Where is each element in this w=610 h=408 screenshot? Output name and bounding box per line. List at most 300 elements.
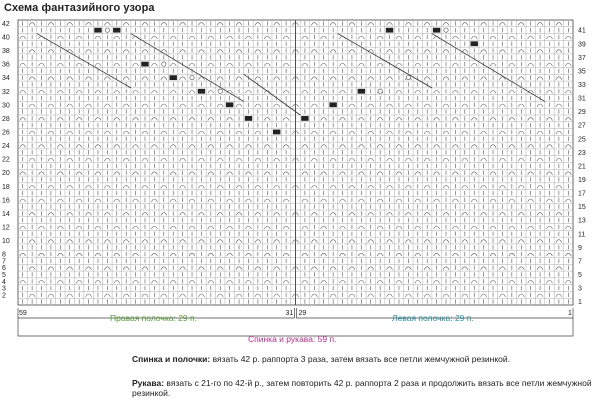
- purl-symbol: [217, 158, 223, 161]
- purl-symbol: [462, 240, 468, 243]
- purl-symbol: [499, 267, 505, 270]
- bobble-symbol: [198, 89, 205, 94]
- purl-symbol: [471, 280, 477, 283]
- purl-symbol: [330, 23, 336, 26]
- purl-symbol: [387, 131, 393, 134]
- purl-symbol: [189, 226, 195, 229]
- purl-symbol: [302, 63, 308, 66]
- bobble-symbol: [141, 62, 148, 67]
- purl-symbol: [302, 226, 308, 229]
- purl-symbol: [424, 158, 430, 161]
- purl-symbol: [20, 226, 26, 229]
- purl-symbol: [264, 118, 270, 121]
- purl-symbol: [443, 23, 449, 26]
- purl-symbol: [123, 213, 129, 216]
- purl-symbol: [311, 23, 317, 26]
- purl-symbol: [104, 185, 110, 188]
- note-back-fronts: [132, 354, 510, 364]
- purl-symbol: [405, 294, 411, 297]
- purl-symbol: [481, 240, 487, 243]
- row-number-right: 17: [578, 190, 586, 198]
- purl-symbol: [537, 131, 543, 134]
- purl-symbol: [518, 50, 524, 53]
- purl-symbol: [509, 280, 515, 283]
- purl-symbol: [556, 294, 562, 297]
- purl-symbol: [481, 267, 487, 270]
- bobble-symbol: [386, 28, 393, 33]
- row-number-left: 7: [2, 258, 6, 266]
- purl-symbol: [415, 90, 421, 93]
- bobble-symbol: [94, 28, 101, 33]
- purl-symbol: [528, 226, 534, 229]
- purl-symbol: [358, 172, 364, 175]
- purl-symbol: [161, 185, 167, 188]
- purl-symbol: [236, 50, 242, 53]
- purl-symbol: [396, 172, 402, 175]
- purl-symbol: [264, 145, 270, 148]
- purl-symbol: [20, 63, 26, 66]
- purl-symbol: [340, 199, 346, 202]
- purl-symbol: [29, 185, 35, 188]
- purl-symbol: [481, 50, 487, 53]
- purl-symbol: [349, 158, 355, 161]
- purl-symbol: [151, 90, 157, 93]
- purl-symbol: [133, 253, 139, 256]
- purl-symbol: [537, 267, 543, 270]
- purl-symbol: [321, 90, 327, 93]
- purl-symbol: [556, 77, 562, 80]
- purl-symbol: [330, 267, 336, 270]
- purl-symbol: [86, 158, 92, 161]
- purl-symbol: [20, 199, 26, 202]
- purl-symbol: [499, 23, 505, 26]
- purl-symbol: [151, 280, 157, 283]
- purl-symbol: [29, 104, 35, 107]
- purl-symbol: [161, 213, 167, 216]
- purl-symbol: [499, 213, 505, 216]
- purl-symbol: [236, 77, 242, 80]
- purl-symbol: [180, 213, 186, 216]
- purl-symbol: [170, 280, 176, 283]
- purl-symbol: [198, 185, 204, 188]
- purl-symbol: [48, 23, 54, 26]
- purl-symbol: [189, 253, 195, 256]
- purl-symbol: [123, 104, 129, 107]
- purl-symbol: [405, 267, 411, 270]
- purl-symbol: [208, 36, 214, 39]
- purl-symbol: [283, 90, 289, 93]
- purl-symbol: [462, 213, 468, 216]
- purl-symbol: [490, 253, 496, 256]
- purl-symbol: [133, 118, 139, 121]
- purl-symbol: [565, 172, 571, 175]
- purl-symbol: [311, 185, 317, 188]
- purl-symbol: [227, 63, 233, 66]
- purl-symbol: [170, 253, 176, 256]
- purl-symbol: [405, 23, 411, 26]
- row-number-left: 42: [2, 20, 10, 28]
- purl-symbol: [434, 63, 440, 66]
- purl-symbol: [189, 280, 195, 283]
- purl-symbol: [311, 240, 317, 243]
- row-number-right: 5: [578, 271, 582, 279]
- purl-symbol: [462, 267, 468, 270]
- purl-symbol: [264, 226, 270, 229]
- purl-symbol: [57, 90, 63, 93]
- purl-symbol: [340, 172, 346, 175]
- purl-symbol: [358, 118, 364, 121]
- bobble-symbol: [433, 28, 440, 33]
- purl-symbol: [114, 36, 120, 39]
- purl-symbol: [208, 63, 214, 66]
- purl-symbol: [528, 280, 534, 283]
- purl-symbol: [151, 118, 157, 121]
- purl-symbol: [142, 267, 148, 270]
- purl-symbol: [264, 199, 270, 202]
- purl-symbol: [443, 158, 449, 161]
- purl-symbol: [48, 77, 54, 80]
- purl-symbol: [546, 63, 552, 66]
- purl-symbol: [180, 185, 186, 188]
- purl-symbol: [180, 104, 186, 107]
- purl-symbol: [255, 185, 261, 188]
- purl-symbol: [537, 77, 543, 80]
- purl-symbol: [556, 185, 562, 188]
- purl-symbol: [198, 267, 204, 270]
- purl-symbol: [556, 131, 562, 134]
- purl-symbol: [57, 226, 63, 229]
- purl-symbol: [236, 158, 242, 161]
- bobble-symbol: [273, 130, 280, 135]
- purl-symbol: [29, 50, 35, 53]
- purl-symbol: [321, 199, 327, 202]
- note-back-fronts-text: вязать 42 р. раппорта 3 раза, затем вязать все петли жемчужной резинкой.: [210, 354, 510, 364]
- purl-symbol: [67, 267, 73, 270]
- purl-symbol: [283, 280, 289, 283]
- row-number-right: 13: [578, 217, 586, 225]
- purl-symbol: [302, 145, 308, 148]
- purl-symbol: [104, 213, 110, 216]
- purl-symbol: [95, 36, 101, 39]
- purl-symbol: [499, 131, 505, 134]
- bobble-symbol: [358, 89, 365, 94]
- purl-symbol: [76, 226, 82, 229]
- purl-symbol: [556, 240, 562, 243]
- purl-symbol: [57, 280, 63, 283]
- purl-symbol: [39, 253, 45, 256]
- row-number-right: 21: [578, 163, 586, 171]
- purl-symbol: [67, 158, 73, 161]
- purl-symbol: [95, 226, 101, 229]
- purl-symbol: [462, 185, 468, 188]
- purl-symbol: [546, 253, 552, 256]
- purl-symbol: [462, 77, 468, 80]
- purl-symbol: [20, 172, 26, 175]
- purl-symbol: [424, 50, 430, 53]
- purl-symbol: [104, 50, 110, 53]
- purl-symbol: [518, 240, 524, 243]
- purl-symbol: [114, 199, 120, 202]
- purl-symbol: [123, 131, 129, 134]
- purl-symbol: [217, 267, 223, 270]
- purl-symbol: [29, 23, 35, 26]
- purl-symbol: [349, 104, 355, 107]
- yarn-over-symbol: [378, 89, 382, 93]
- purl-symbol: [123, 185, 129, 188]
- purl-symbol: [76, 172, 82, 175]
- purl-symbol: [556, 213, 562, 216]
- purl-symbol: [434, 172, 440, 175]
- yarn-over-symbol: [105, 28, 109, 32]
- row-number-left: 14: [2, 210, 10, 218]
- purl-symbol: [546, 36, 552, 39]
- row-number-left: 2: [2, 292, 6, 300]
- purl-symbol: [76, 280, 82, 283]
- purl-symbol: [86, 131, 92, 134]
- note-sleeves-text: вязать с 21-го по 42-й р., затем повторить 42 р. раппорта 2 раза и продолжить вязать все петли жемчужной резинкой.: [132, 378, 592, 398]
- purl-symbol: [86, 77, 92, 80]
- purl-symbol: [490, 145, 496, 148]
- purl-symbol: [114, 90, 120, 93]
- purl-symbol: [255, 158, 261, 161]
- purl-symbol: [490, 90, 496, 93]
- purl-symbol: [368, 158, 374, 161]
- purl-symbol: [123, 294, 129, 297]
- purl-symbol: [387, 50, 393, 53]
- purl-symbol: [311, 131, 317, 134]
- purl-symbol: [565, 280, 571, 283]
- purl-symbol: [170, 199, 176, 202]
- purl-symbol: [198, 131, 204, 134]
- row-number-left: 12: [2, 224, 10, 232]
- purl-symbol: [133, 280, 139, 283]
- purl-symbol: [245, 63, 251, 66]
- row-number-left: 36: [2, 61, 10, 69]
- stitch-count-label: 1: [568, 310, 572, 317]
- purl-symbol: [302, 172, 308, 175]
- purl-symbol: [452, 36, 458, 39]
- purl-symbol: [104, 267, 110, 270]
- purl-symbol: [236, 185, 242, 188]
- purl-symbol: [537, 213, 543, 216]
- back-sleeve-label: Спинка и рукава: 59 п.: [248, 334, 337, 344]
- purl-symbol: [471, 90, 477, 93]
- purl-symbol: [104, 240, 110, 243]
- purl-symbol: [180, 77, 186, 80]
- purl-symbol: [302, 90, 308, 93]
- purl-symbol: [208, 253, 214, 256]
- purl-symbol: [396, 226, 402, 229]
- purl-symbol: [358, 253, 364, 256]
- purl-symbol: [264, 253, 270, 256]
- purl-symbol: [198, 294, 204, 297]
- purl-symbol: [452, 118, 458, 121]
- purl-symbol: [528, 36, 534, 39]
- purl-symbol: [255, 23, 261, 26]
- purl-symbol: [546, 226, 552, 229]
- purl-symbol: [245, 199, 251, 202]
- purl-symbol: [443, 131, 449, 134]
- purl-symbol: [208, 172, 214, 175]
- purl-symbol: [217, 213, 223, 216]
- purl-symbol: [161, 104, 167, 107]
- purl-symbol: [114, 145, 120, 148]
- purl-symbol: [20, 280, 26, 283]
- purl-symbol: [443, 50, 449, 53]
- purl-symbol: [283, 199, 289, 202]
- purl-symbol: [39, 199, 45, 202]
- purl-symbol: [161, 158, 167, 161]
- purl-symbol: [283, 145, 289, 148]
- purl-symbol: [405, 50, 411, 53]
- purl-symbol: [462, 104, 468, 107]
- purl-symbol: [142, 104, 148, 107]
- purl-symbol: [565, 63, 571, 66]
- purl-symbol: [481, 294, 487, 297]
- purl-symbol: [368, 131, 374, 134]
- left-front-label: Левая полочка: 29 п.: [392, 313, 474, 323]
- purl-symbol: [39, 172, 45, 175]
- purl-symbol: [321, 36, 327, 39]
- purl-symbol: [133, 172, 139, 175]
- purl-symbol: [255, 131, 261, 134]
- purl-symbol: [528, 199, 534, 202]
- purl-symbol: [95, 90, 101, 93]
- note-sleeves-title: Рукава:: [132, 378, 165, 388]
- purl-symbol: [180, 267, 186, 270]
- purl-symbol: [509, 145, 515, 148]
- purl-symbol: [405, 185, 411, 188]
- purl-symbol: [387, 185, 393, 188]
- purl-symbol: [39, 90, 45, 93]
- purl-symbol: [368, 23, 374, 26]
- purl-symbol: [76, 118, 82, 121]
- purl-symbol: [236, 240, 242, 243]
- purl-symbol: [396, 118, 402, 121]
- purl-symbol: [170, 226, 176, 229]
- purl-symbol: [67, 213, 73, 216]
- purl-symbol: [255, 294, 261, 297]
- purl-symbol: [104, 131, 110, 134]
- purl-symbol: [518, 185, 524, 188]
- purl-symbol: [509, 199, 515, 202]
- purl-symbol: [48, 213, 54, 216]
- purl-symbol: [424, 213, 430, 216]
- purl-symbol: [114, 172, 120, 175]
- purl-symbol: [76, 253, 82, 256]
- purl-symbol: [151, 36, 157, 39]
- purl-symbol: [76, 90, 82, 93]
- purl-symbol: [565, 199, 571, 202]
- purl-symbol: [48, 185, 54, 188]
- yarn-over-symbol: [444, 28, 448, 32]
- purl-symbol: [387, 77, 393, 80]
- purl-symbol: [104, 294, 110, 297]
- purl-symbol: [95, 172, 101, 175]
- purl-symbol: [67, 185, 73, 188]
- row-number-left: 26: [2, 129, 10, 137]
- purl-symbol: [340, 118, 346, 121]
- purl-symbol: [57, 172, 63, 175]
- purl-symbol: [340, 90, 346, 93]
- purl-symbol: [86, 213, 92, 216]
- purl-symbol: [518, 131, 524, 134]
- purl-symbol: [452, 90, 458, 93]
- purl-symbol: [161, 294, 167, 297]
- purl-symbol: [509, 172, 515, 175]
- purl-symbol: [283, 253, 289, 256]
- row-number-right: 1: [578, 299, 582, 307]
- purl-symbol: [283, 36, 289, 39]
- purl-symbol: [57, 36, 63, 39]
- purl-symbol: [340, 226, 346, 229]
- purl-symbol: [405, 213, 411, 216]
- purl-symbol: [236, 267, 242, 270]
- purl-symbol: [217, 50, 223, 53]
- purl-symbol: [424, 77, 430, 80]
- purl-symbol: [490, 172, 496, 175]
- purl-symbol: [311, 77, 317, 80]
- purl-symbol: [227, 199, 233, 202]
- purl-symbol: [95, 63, 101, 66]
- purl-symbol: [340, 253, 346, 256]
- purl-symbol: [499, 158, 505, 161]
- row-number-right: 39: [578, 41, 586, 49]
- purl-symbol: [434, 145, 440, 148]
- purl-symbol: [537, 294, 543, 297]
- purl-symbol: [556, 104, 562, 107]
- purl-symbol: [556, 267, 562, 270]
- bobble-symbol: [301, 116, 308, 121]
- purl-symbol: [330, 158, 336, 161]
- note-sleeves: [132, 378, 610, 398]
- purl-symbol: [170, 118, 176, 121]
- purl-symbol: [39, 145, 45, 148]
- row-number-left: 4: [2, 278, 6, 286]
- purl-symbol: [462, 158, 468, 161]
- purl-symbol: [321, 63, 327, 66]
- purl-symbol: [86, 294, 92, 297]
- purl-symbol: [57, 63, 63, 66]
- purl-symbol: [227, 226, 233, 229]
- purl-symbol: [29, 158, 35, 161]
- purl-symbol: [443, 267, 449, 270]
- row-number-left: 20: [2, 170, 10, 178]
- purl-symbol: [537, 158, 543, 161]
- purl-symbol: [415, 280, 421, 283]
- purl-symbol: [67, 23, 73, 26]
- purl-symbol: [424, 240, 430, 243]
- purl-symbol: [86, 240, 92, 243]
- purl-symbol: [424, 23, 430, 26]
- purl-symbol: [39, 63, 45, 66]
- purl-symbol: [415, 145, 421, 148]
- stitch-count-label: 31: [285, 310, 294, 317]
- purl-symbol: [452, 172, 458, 175]
- purl-symbol: [452, 280, 458, 283]
- purl-symbol: [387, 267, 393, 270]
- purl-symbol: [133, 63, 139, 66]
- purl-symbol: [452, 145, 458, 148]
- row-number-left: 16: [2, 197, 10, 205]
- purl-symbol: [358, 280, 364, 283]
- purl-symbol: [302, 36, 308, 39]
- purl-symbol: [509, 253, 515, 256]
- purl-symbol: [274, 213, 280, 216]
- row-number-left: 5: [2, 271, 6, 279]
- purl-symbol: [67, 104, 73, 107]
- purl-symbol: [434, 253, 440, 256]
